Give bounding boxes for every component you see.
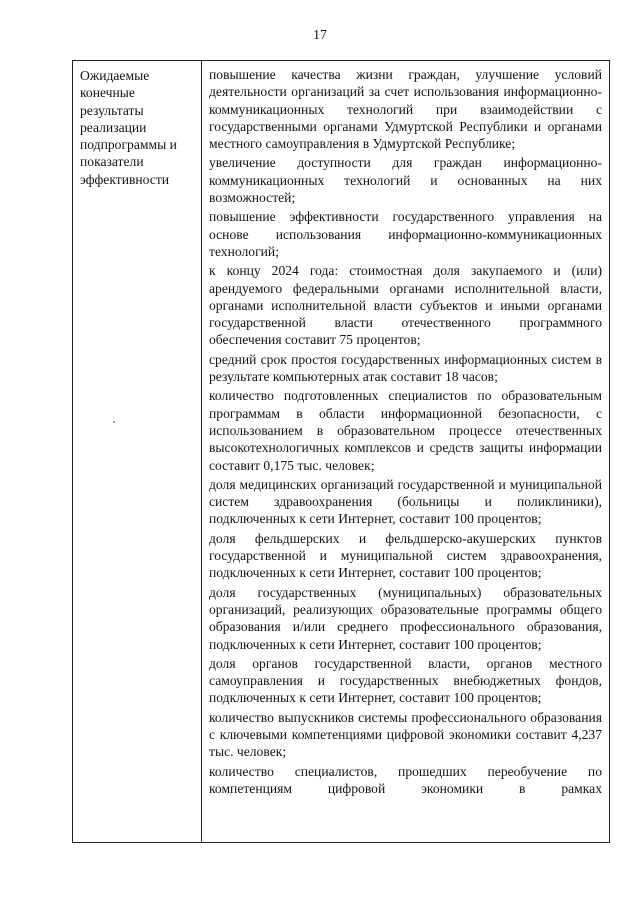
row-heading: Ожидаемые конечные результаты реализации подпрограммы и показатели эффективности xyxy=(80,68,177,187)
scan-speck xyxy=(113,421,115,423)
row-heading-cell xyxy=(73,61,202,842)
page-number: 17 xyxy=(313,28,327,43)
indicator-item: количество подготовленных специалистов по образовательным программам в области информационной безопасности, с использованием в образовательном процессе отечественных высокотехнологичных комплексов и средств защиты информации составит 0,175 тыс. человек; xyxy=(209,388,602,473)
indicators-list xyxy=(202,61,609,842)
indicator-item: к концу 2024 года: стоимостная доля закупаемого и (или) арендуемого федеральными органами исполнительной власти, органами исполнительной власти субъектов и иными органами государственной власти отечественного программного обеспечения составит 75 процентов; xyxy=(209,263,602,348)
indicator-item: доля органов государственной власти, органов местного самоуправления и государственных внебюджетных фондов, подключенных к сети Интернет, составит 100 процентов; xyxy=(209,655,602,706)
indicators-table xyxy=(72,60,610,843)
indicator-item: доля государственных (муниципальных) образовательных организаций, реализующих образовательные программы общего образования и/или среднего профессионального образования, подключенных к сети Интернет, составит 100 процентов; xyxy=(209,584,602,652)
indicator-item: количество выпускников системы профессионального образования с ключевыми компетенциями цифровой экономики составит 4,237 тыс. человек; xyxy=(209,709,602,760)
indicator-item: увеличение доступности для граждан информационно-коммуникационных технологий и основанных на них возможностей; xyxy=(209,155,602,206)
indicator-item: доля фельдшерских и фельдшерско-акушерских пунктов государственной и муниципальной систем здравоохранения, подключенных к сети Интернет, составит 100 процентов; xyxy=(209,530,602,581)
indicator-item: доля медицинских организаций государственной и муниципальной систем здравоохранения (больницы и поликлиники), подключенных к сети Интернет, составит 100 процентов; xyxy=(209,476,602,527)
indicator-item: средний срок простоя государственных информационных систем в результате компьютерных атак составит 18 часов; xyxy=(209,351,602,385)
indicator-item: повышение качества жизни граждан, улучшение условий деятельности организаций за счет использования информационно-коммуникационных технологий при взаимодействии с государственными органами Удмуртской Республики и органами местного самоуправления в Удмуртской Республике; xyxy=(209,67,602,152)
indicator-item: повышение эффективности государственного управления на основе использования информационно-коммуникационных технологий; xyxy=(209,209,602,259)
indicator-item: количество специалистов, прошедших переобучение по компетенциям цифровой экономики в рамках xyxy=(209,763,602,796)
